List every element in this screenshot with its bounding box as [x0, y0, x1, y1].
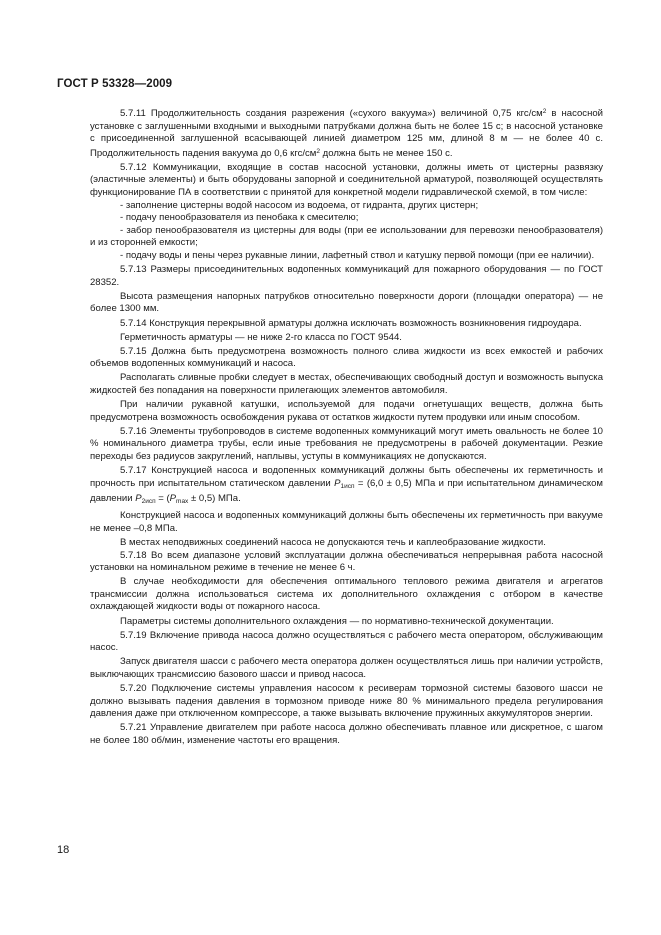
paragraph-5-7-11: 5.7.11 Продолжительность создания разрежения («сухого вакуума») величиной 0,75 кгс/$см^2$ в насосной установке с заглушенными входными и выходными патрубками должна быть не более 15 с; в насосной установке с присоединенной заглушенной всасывающей линией диаметром 125 мм, длиной 8 м — не более 40 с. Продолжительность падения вакуума до 0,6 кгс/$см^2$ должна быть не менее 150 с.	[90, 108, 603, 159]
paragraph-5-7-14: 5.7.14 Конструкция перекрывной арматуры должна исключать возможность возникновения гидроудара.	[120, 317, 582, 329]
list-item: - заполнение цистерны водой насосом из водоема, от гидранта, других цистерн;	[120, 199, 479, 211]
paragraph-5-7-19: 5.7.19 Включение привода насоса должно осуществляться с рабочего места оператором, обслуживающим насос.	[90, 629, 603, 654]
paragraph-5-7-20: 5.7.20 Подключение системы управления насосом к ресиверам тормозной системы базового шасси не должно вызывать падения давления в тормозном приводе ниже 80 % минимального предела регулирования давления даже при отключенном компрессоре, а также вызывать включение пружинных аккумуляторов энергии.	[90, 683, 603, 720]
paragraph-5-7-13: 5.7.13 Размеры присоединительных водопенных коммуникаций для пожарного оборудования — по ГОСТ 28352.	[90, 264, 603, 288]
list-item: - подачу воды и пены через рукавные линии, лафетный ствол и катушку первой помощи (при ее наличии).	[120, 250, 595, 262]
paragraph: Герметичность арматуры — не ниже 2-го класса по ГОСТ 9544.	[120, 331, 402, 343]
list-item: - забор пенообразователя из цистерны для воды (при ее использовании для перевозки пенообразователя) и из сторонней емкости;	[90, 224, 603, 249]
paragraph: Запуск двигателя шасси с рабочего места оператора должен осуществляться лишь при наличии устройств, выключающих трансмиссию базового шасси и привод насоса.	[90, 656, 603, 680]
document-header: ГОСТ Р 53328—2009	[57, 78, 173, 90]
paragraph: Располагать сливные пробки следует в местах, обеспечивающих свободный доступ и возможность выпуска жидкостей без попадания на поверхности прилегающих элементов автомобиля.	[90, 372, 603, 396]
paragraph: Параметры системы дополнительного охлаждения — по нормативно-технической документации.	[120, 615, 554, 627]
paragraph: Конструкцией насоса и водопенных коммуникаций должны быть обеспечены их герметичность при вакууме не менее –0,8 МПа.	[90, 510, 603, 534]
paragraph: Высота размещения напорных патрубков относительно поверхности дороги (площадки оператора) — не более 1300 мм.	[90, 290, 603, 315]
paragraph: При наличии рукавной катушки, используемой для подачи огнетушащих веществ, должна быть предусмотрена возможность освобождения рукава от остатков жидкости путем продувки или иным способом.	[90, 399, 603, 423]
paragraph-5-7-16: 5.7.16 Элементы трубопроводов в системе водопенных коммуникаций могут иметь овальность не более 10 % номинального диаметра трубы, если иные требования не предусмотрены в рабочей документации. Резкие переходы без радиусов закруглений, наплывы, уступы в коммуникациях не допускаются.	[90, 425, 603, 462]
paragraph: В случае необходимости для обеспечения оптимального теплового режима двигателя и агрегатов трансмиссии должна использоваться система их дополнительного охлаждения с отбором в качестве охлаждающей жидкости воды от пожарного насоса.	[90, 576, 603, 613]
page-number: 18	[57, 844, 70, 856]
list-item: - подачу пенообразователя из пенобака к смесителю;	[120, 212, 359, 224]
paragraph: В местах неподвижных соединений насоса не допускаются течь и каплеобразование жидкости.	[120, 537, 546, 548]
paragraph-5-7-15: 5.7.15 Должна быть предусмотрена возможность полного слива жидкости из всех емкостей и рабочих объемов водопенных коммуникаций и насоса.	[90, 345, 603, 370]
paragraph-5-7-18: 5.7.18 Во всем диапазоне условий эксплуатации должна обеспечиваться непрерывная работа насосной установки на номинальном режиме в течение не менее 6 ч.	[90, 549, 603, 574]
document-body	[90, 106, 603, 748]
paragraph-5-7-12: 5.7.12 Коммуникации, входящие в состав насосной установки, должны иметь от цистерны развязку (эластичные элементы) и быть оборудованы запорной и соединительной арматурой, позволяющей осуществлять функционирование ПА в соответствии с принятой для конкретной модели гидравлической схемой, в том числе:	[90, 161, 603, 199]
paragraph-5-7-21: 5.7.21 Управление двигателем при работе насоса должно обеспечивать плавное или дискретное, с шагом не более 180 об/мин, изменение частоты его вращения.	[90, 722, 603, 746]
paragraph-5-7-17: 5.7.17 Конструкцией насоса и водопенных коммуникаций должны быть обеспечены их герметичность и прочность при испытательном статическом давлении $P_{1исп} = (6,0 \pm 0,5)$ МПа и при испытательном динамическом давлении $P_{2исп} = (P_{max} \pm 0,5)$ МПа.	[90, 465, 604, 506]
